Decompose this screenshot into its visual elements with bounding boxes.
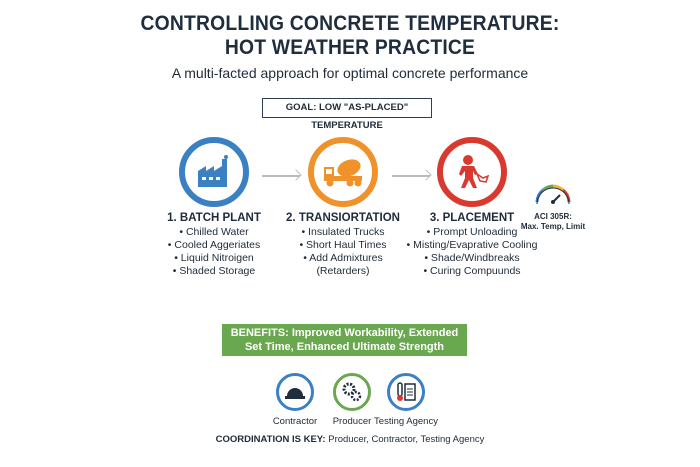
benefits-line-1: BENEFITS: Improved Workability, Extended <box>230 327 459 339</box>
role-label-producer: Producer <box>332 416 372 427</box>
stage-item: (Retarders) <box>316 265 370 277</box>
stage-item: • Prompt Unloading <box>426 226 518 238</box>
stage-heading: 1. BATCH PLANT <box>167 212 261 224</box>
benefits-banner <box>222 324 467 356</box>
coordination-value: Producer, Contractor, Testing Agency <box>325 434 485 445</box>
placement-circle <box>437 137 507 207</box>
stage-heading: 3. PLACEMENT <box>429 212 515 224</box>
contractor-circle <box>276 373 314 411</box>
stage-item: • Add Admixtures <box>303 252 383 264</box>
goal-box: GOAL: LOW "AS-PLACED" TEMPERATURE <box>262 98 432 118</box>
stage-item: • Cooled Aggeriates <box>167 239 261 251</box>
stage-item: • Insulated Trucks <box>301 226 385 238</box>
title-line-1: CONTROLLING CONCRETE TEMPERATURE: <box>140 12 560 35</box>
stage-heading: 2. TRANSIORTATION <box>286 212 400 224</box>
testing-agency-circle <box>387 373 425 411</box>
transportation-circle <box>308 137 378 207</box>
producer-circle <box>333 373 371 411</box>
coordination-note <box>0 434 700 445</box>
title-line-2: HOT WEATHER PRACTICE <box>224 36 476 59</box>
gauge-icon <box>533 182 573 206</box>
worker-icon <box>452 154 492 190</box>
hard-hat-icon <box>284 383 306 401</box>
stage-item: • Chilled Water <box>179 226 249 238</box>
role-label-contractor: Contractor <box>272 416 318 427</box>
stage-batch-plant <box>139 212 289 278</box>
stage-item: • Short Haul Times <box>299 239 387 251</box>
stage-item: • Shaded Storage <box>172 265 256 277</box>
aci-305r-note <box>515 212 591 232</box>
arrow-2 <box>392 175 430 177</box>
batch-plant-circle <box>179 137 249 207</box>
coordination-key: COORDINATION IS KEY: <box>215 434 326 445</box>
benefits-line-2: Set Time, Enhanced Ultimate Strength <box>244 341 445 353</box>
gauge-label-2: Max. Temp, Limit <box>520 222 586 231</box>
stage-item: • Shade/Windbreaks <box>424 252 520 264</box>
concrete-mixer-truck-icon <box>322 155 364 189</box>
stage-item: • Misting/Evaprative Cooling <box>406 239 538 251</box>
gauge-label-1: ACI 305R: <box>534 212 572 221</box>
subtitle: A multi-facted approach for optimal concrete performance <box>171 65 529 81</box>
stage-item: • Liquid Nitroigen <box>174 252 254 264</box>
gears-icon <box>341 381 363 403</box>
thermometer-clipboard-icon <box>395 381 417 403</box>
arrow-1 <box>262 175 300 177</box>
factory-icon <box>196 155 232 189</box>
role-label-testing-agency: Testing Agency <box>374 416 438 427</box>
stage-transportation <box>268 212 418 278</box>
stage-item: • Curing Compuunds <box>423 265 521 277</box>
